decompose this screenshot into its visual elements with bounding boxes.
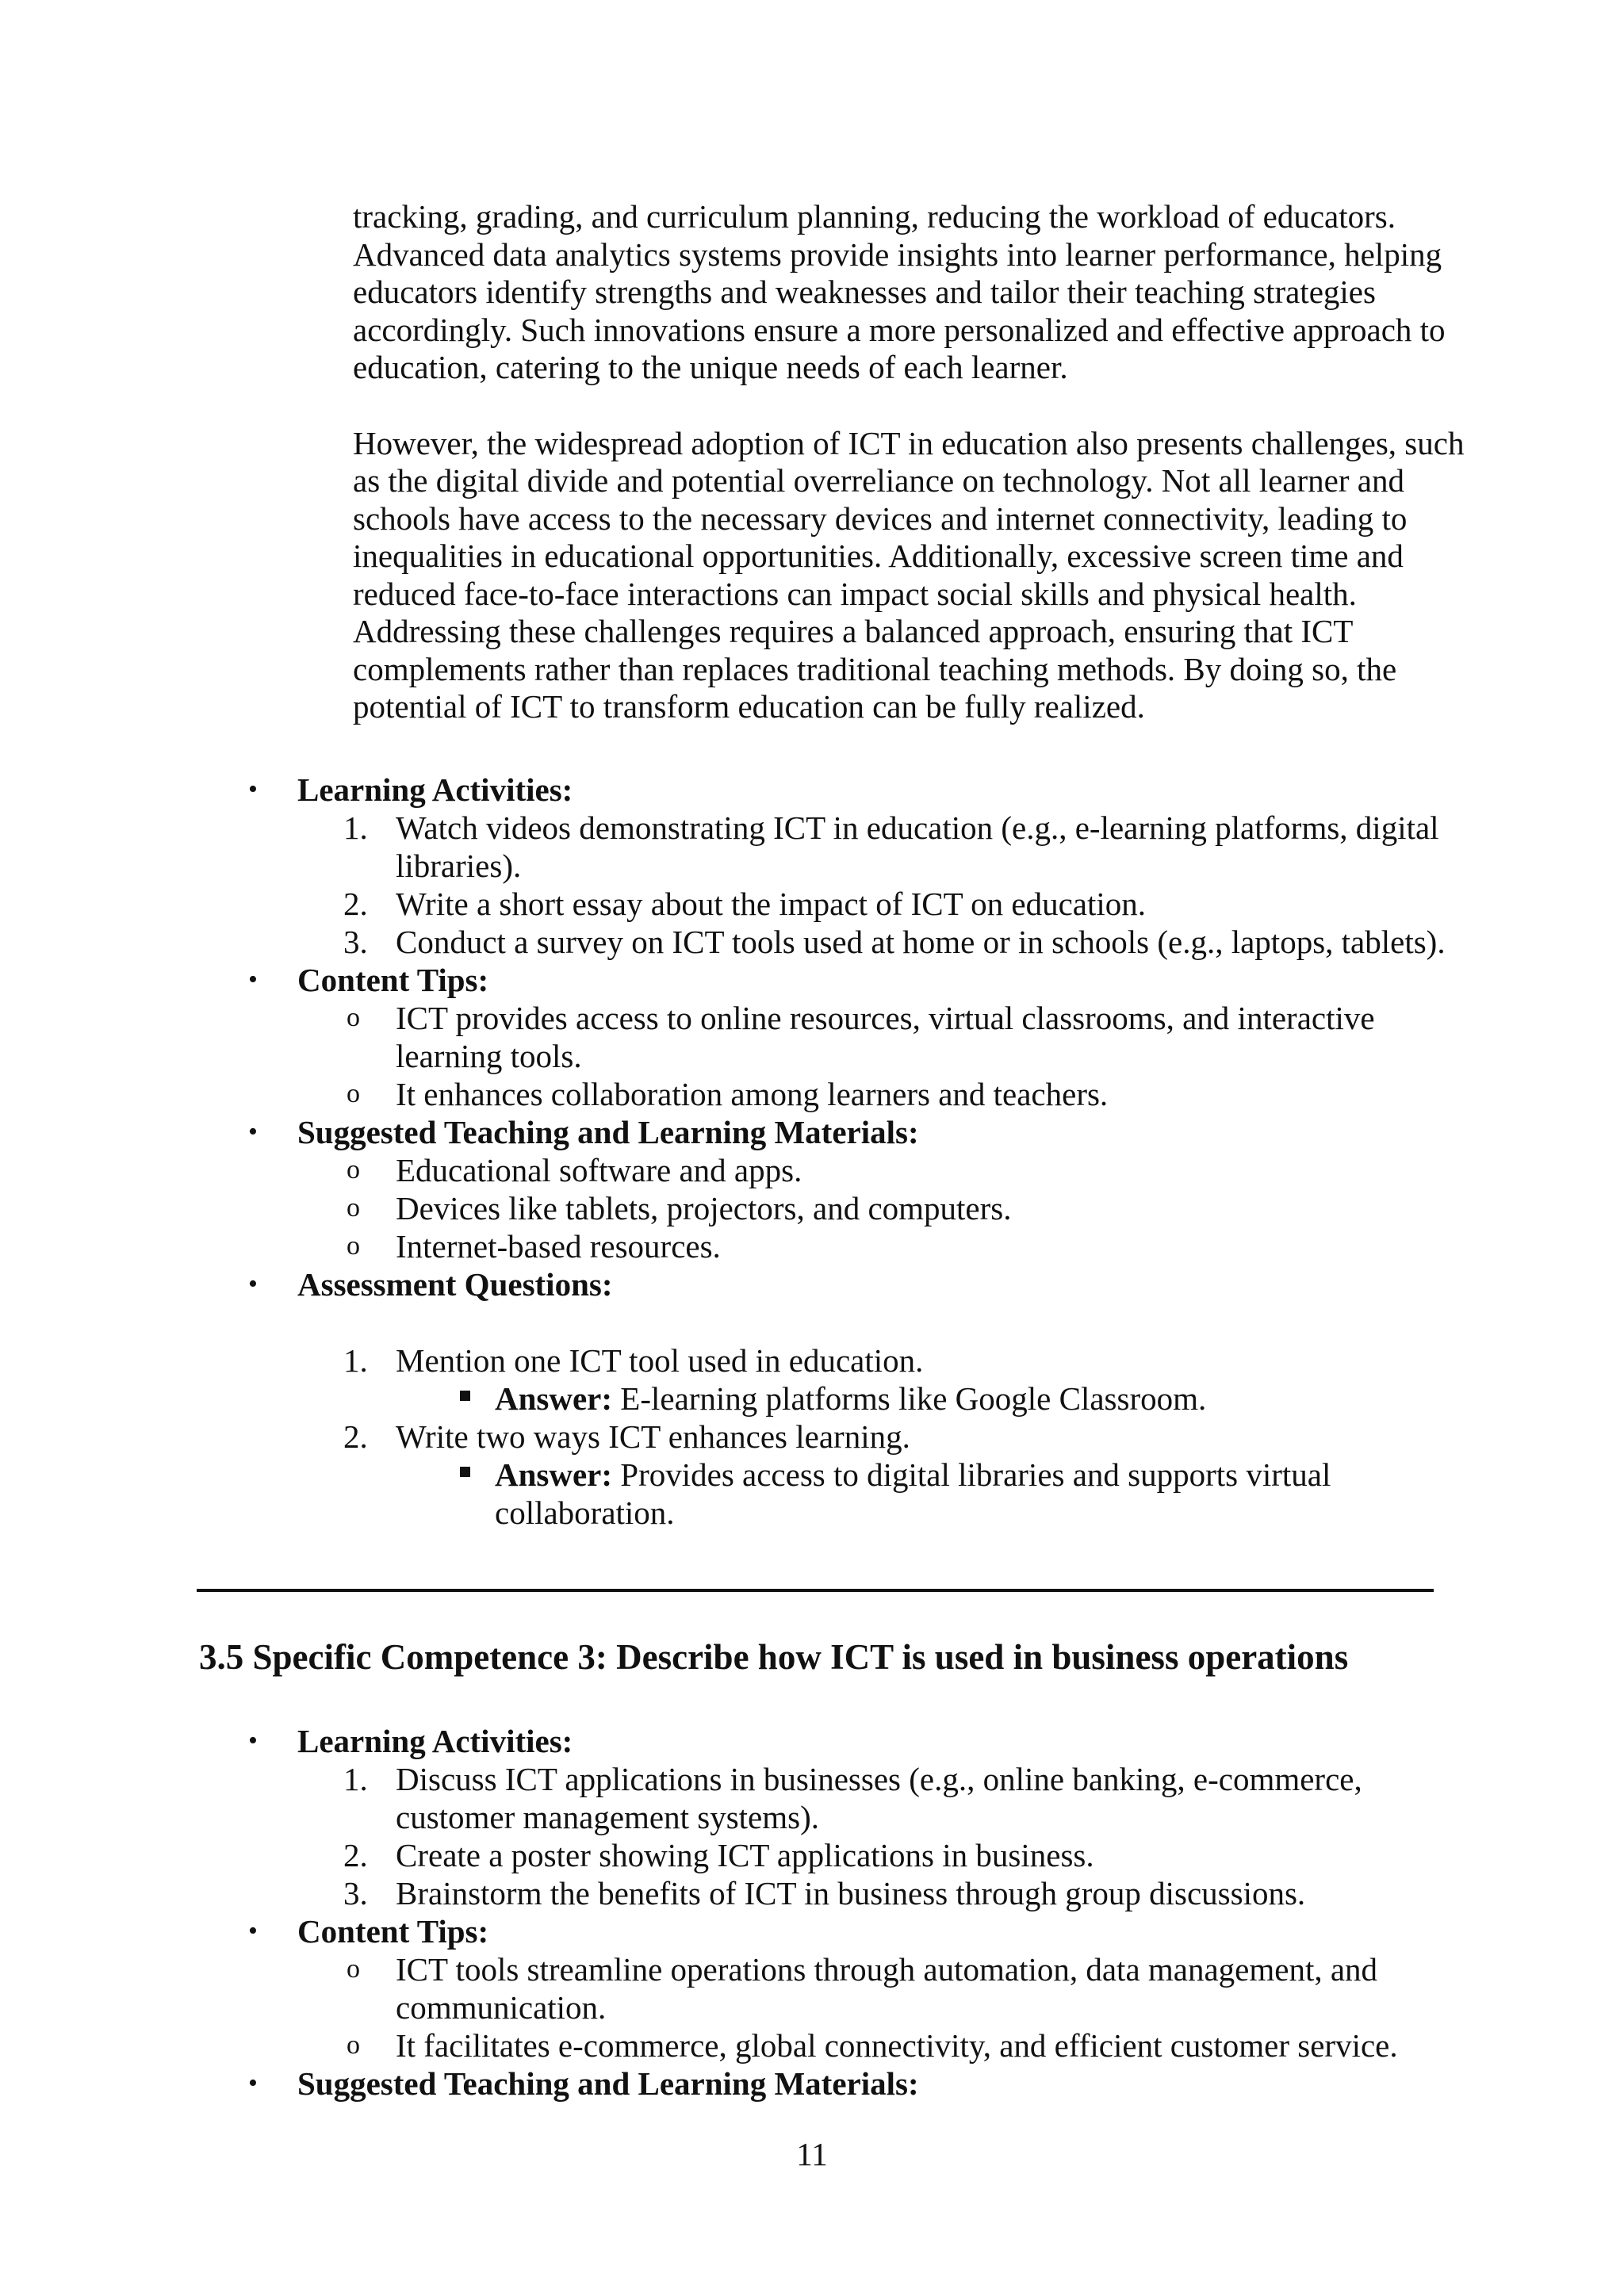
answer-text <box>495 1380 1206 1418</box>
bullet-title: Content Tips: <box>297 1913 489 1950</box>
list-item-text: Educational software and apps. <box>396 1152 802 1188</box>
list-item-text: Discuss ICT applications in businesses (e.g., online banking, e-commerce, <box>396 1761 1362 1797</box>
list-number: 1. <box>343 809 368 846</box>
list-item-text: learning tools. <box>396 1038 582 1074</box>
list-item-text: Conduct a survey on ICT tools used at home or in schools (e.g., laptops, tablets). <box>396 924 1446 960</box>
square-bullet-icon <box>460 1467 470 1477</box>
list-item-text: Devices like tablets, projectors, and computers. <box>396 1190 1012 1226</box>
answer-text <box>495 1456 1331 1494</box>
list-item-text: communication. <box>396 1989 607 2026</box>
circle-marker: o <box>347 1954 360 1984</box>
circle-marker: o <box>347 1003 360 1032</box>
list-number: 3. <box>343 1875 368 1911</box>
answer-label: Answer: <box>495 1380 613 1417</box>
list-item-text: Write a short essay about the impact of ICT on education. <box>396 886 1147 922</box>
list-item-text: It facilitates e-commerce, global connectivity, and efficient customer service. <box>396 2027 1398 2064</box>
list-number: 2. <box>343 1837 368 1873</box>
page-number: 11 <box>796 2136 828 2172</box>
intro-paragraph-1: tracking, grading, and curriculum planning, reducing the workload of educators. Advanced data analytics systems provide insights into learner performance, helping educators identify strengths and weaknesses and tailor their teaching strategies accordingly. Such innovations ensure a more personalized and effective approach to education, catering to the unique needs of each learner. <box>353 198 1446 385</box>
bullet-marker: • <box>248 1269 258 1299</box>
answer-label: Answer: <box>495 1456 613 1493</box>
answer-value: collaboration. <box>495 1494 675 1531</box>
intro-paragraph-2: However, the widespread adoption of ICT in education also presents challenges, such as the digital divide and potential overreliance on technology. Not all learner and schools have access to the necessary devices and internet connectivity, leading to inequalities in educational opportunities. Additionally, excessive screen time and reduced face-to-face interactions can impact social skills and physical health. Addressing these challenges requires a balanced approach, ensuring that ICT complements rather than replaces traditional teaching methods. By doing so, the potential of ICT to transform education can be fully realized. <box>353 424 1465 725</box>
list-item-text: libraries). <box>396 848 522 884</box>
question-number: 1. <box>343 1342 368 1379</box>
bullet-marker: • <box>248 1117 258 1146</box>
list-item-text: ICT tools streamline operations through automation, data management, and <box>396 1951 1378 1988</box>
bullet-title: Assessment Questions: <box>297 1266 613 1303</box>
list-number: 1. <box>343 1761 368 1797</box>
intro-text <box>353 198 1495 726</box>
bullet-marker: • <box>248 775 258 804</box>
list-item-text: customer management systems). <box>396 1799 820 1835</box>
question-text: Write two ways ICT enhances learning. <box>396 1418 910 1455</box>
bullet-title: Content Tips: <box>297 962 489 998</box>
list-item-text: Watch videos demonstrating ICT in education (e.g., e-learning platforms, digital <box>396 809 1439 846</box>
bullet-marker: • <box>248 2068 258 2098</box>
list-item-text: Create a poster showing ICT applications in business. <box>396 1837 1094 1873</box>
bullet-marker: • <box>248 965 258 994</box>
bullet-marker: • <box>248 1916 258 1946</box>
bullet-marker: • <box>248 1726 258 1755</box>
bullet-title: Learning Activities: <box>297 771 573 808</box>
circle-marker: o <box>347 1193 360 1223</box>
question-number: 2. <box>343 1418 368 1455</box>
list-number: 3. <box>343 924 368 960</box>
list-item-text: It enhances collaboration among learners and teachers. <box>396 1076 1109 1112</box>
section-heading: 3.5 Specific Competence 3: Describe how ICT is used in business operations <box>199 1637 1349 1677</box>
list-item-text: ICT provides access to online resources, virtual classrooms, and interactive <box>396 1000 1375 1036</box>
square-bullet-icon <box>460 1391 470 1401</box>
circle-marker: o <box>347 1079 360 1108</box>
circle-marker: o <box>347 2030 360 2060</box>
horizontal-divider <box>197 1589 1434 1592</box>
circle-marker: o <box>347 1231 360 1261</box>
bullet-title: Learning Activities: <box>297 1723 573 1759</box>
circle-marker: o <box>347 1155 360 1184</box>
answer-value: E-learning platforms like Google Classroom. <box>612 1380 1207 1417</box>
list-item-text: Brainstorm the benefits of ICT in business through group discussions. <box>396 1875 1306 1911</box>
answer-value: Provides access to digital libraries and supports virtual <box>612 1456 1331 1493</box>
list-number: 2. <box>343 886 368 922</box>
bullet-title: Suggested Teaching and Learning Materials: <box>297 1114 919 1150</box>
list-item-text: Internet-based resources. <box>396 1228 721 1265</box>
question-text: Mention one ICT tool used in education. <box>396 1342 924 1379</box>
bullet-title: Suggested Teaching and Learning Materials: <box>297 2065 919 2102</box>
